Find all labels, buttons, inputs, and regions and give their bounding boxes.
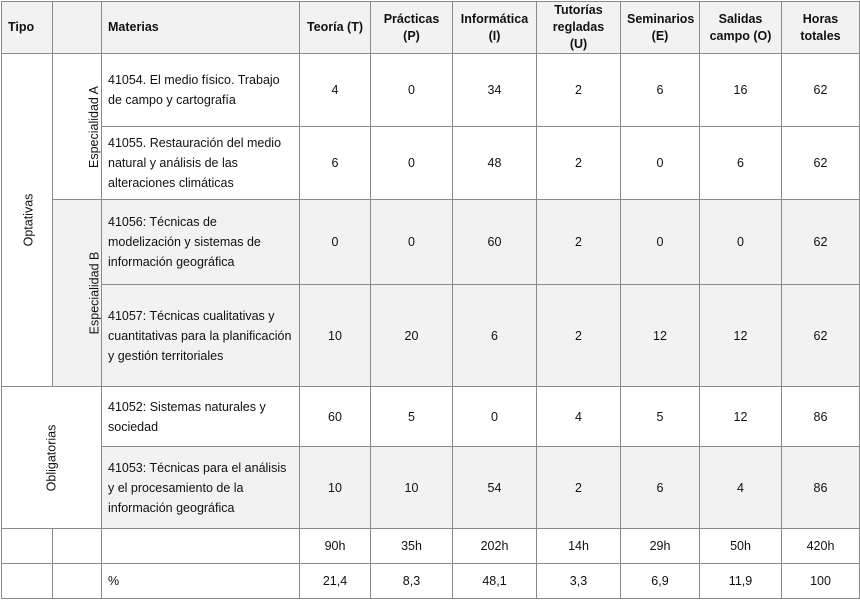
table-row bbox=[2, 127, 860, 200]
total-informatica: 202h bbox=[453, 529, 537, 564]
cell-teoria: 10 bbox=[300, 285, 371, 387]
cell-materia: 41054. El medio físico. Trabajo de campo y cartografía bbox=[102, 54, 300, 127]
cell-practicas: 5 bbox=[371, 387, 453, 447]
cell-materia: 41055. Restauración del medio natural y análisis de las alteraciones climáticas bbox=[102, 127, 300, 200]
cell-teoria: 4 bbox=[300, 54, 371, 127]
cell-salidas: 12 bbox=[700, 387, 782, 447]
header-blank bbox=[53, 2, 102, 54]
cell-practicas: 0 bbox=[371, 200, 453, 285]
percent-salidas: 11,9 bbox=[700, 564, 782, 599]
cell-seminarios: 0 bbox=[621, 200, 700, 285]
cell-horas: 62 bbox=[782, 127, 860, 200]
cell-tutorias: 2 bbox=[537, 127, 621, 200]
cell-salidas: 12 bbox=[700, 285, 782, 387]
cell-materia: 41056: Técnicas de modelización y sistemas de información geográfica bbox=[102, 200, 300, 285]
header-tutorias: Tutorías regladas (U) bbox=[537, 2, 621, 54]
cell-seminarios: 5 bbox=[621, 387, 700, 447]
table-row bbox=[2, 387, 860, 447]
total-seminarios: 29h bbox=[621, 529, 700, 564]
total-practicas: 35h bbox=[371, 529, 453, 564]
header-row bbox=[2, 2, 860, 54]
percent-practicas: 8,3 bbox=[371, 564, 453, 599]
group-especialidad-b: Especialidad B bbox=[53, 200, 102, 387]
total-horas: 420h bbox=[782, 529, 860, 564]
cell-tutorias: 2 bbox=[537, 447, 621, 529]
cell-horas: 86 bbox=[782, 447, 860, 529]
totals-blank-1 bbox=[2, 529, 53, 564]
header-informatica: Informática (I) bbox=[453, 2, 537, 54]
cell-informatica: 6 bbox=[453, 285, 537, 387]
cell-horas: 62 bbox=[782, 54, 860, 127]
cell-seminarios: 0 bbox=[621, 127, 700, 200]
cell-salidas: 6 bbox=[700, 127, 782, 200]
total-salidas: 50h bbox=[700, 529, 782, 564]
cell-informatica: 34 bbox=[453, 54, 537, 127]
percent-informatica: 48,1 bbox=[453, 564, 537, 599]
cell-teoria: 0 bbox=[300, 200, 371, 285]
cell-horas: 62 bbox=[782, 200, 860, 285]
cell-salidas: 4 bbox=[700, 447, 782, 529]
table-row bbox=[2, 200, 860, 285]
cell-materia: 41053: Técnicas para el análisis y el procesamiento de la información geográfica bbox=[102, 447, 300, 529]
cell-seminarios: 12 bbox=[621, 285, 700, 387]
cell-practicas: 0 bbox=[371, 54, 453, 127]
cell-tutorias: 2 bbox=[537, 54, 621, 127]
cell-teoria: 10 bbox=[300, 447, 371, 529]
cell-informatica: 60 bbox=[453, 200, 537, 285]
cell-teoria: 6 bbox=[300, 127, 371, 200]
cell-practicas: 10 bbox=[371, 447, 453, 529]
cell-informatica: 54 bbox=[453, 447, 537, 529]
percent-tutorias: 3,3 bbox=[537, 564, 621, 599]
totals-row bbox=[2, 529, 860, 564]
header-materias: Materias bbox=[102, 2, 300, 54]
cell-practicas: 0 bbox=[371, 127, 453, 200]
hours-table bbox=[1, 1, 860, 599]
cell-informatica: 48 bbox=[453, 127, 537, 200]
group-especialidad-a: Especialidad A bbox=[53, 54, 102, 200]
percent-horas: 100 bbox=[782, 564, 860, 599]
table-row bbox=[2, 54, 860, 127]
cell-seminarios: 6 bbox=[621, 447, 700, 529]
percent-row bbox=[2, 564, 860, 599]
percent-blank-1 bbox=[2, 564, 53, 599]
header-teoria: Teoría (T) bbox=[300, 2, 371, 54]
percent-label: % bbox=[102, 564, 300, 599]
total-tutorias: 14h bbox=[537, 529, 621, 564]
cell-tutorias: 2 bbox=[537, 200, 621, 285]
header-seminarios: Seminarios (E) bbox=[621, 2, 700, 54]
cell-salidas: 0 bbox=[700, 200, 782, 285]
cell-informatica: 0 bbox=[453, 387, 537, 447]
percent-teoria: 21,4 bbox=[300, 564, 371, 599]
cell-seminarios: 6 bbox=[621, 54, 700, 127]
cell-teoria: 60 bbox=[300, 387, 371, 447]
cell-salidas: 16 bbox=[700, 54, 782, 127]
cell-materia: 41057: Técnicas cualitativas y cuantitativas para la planificación y gestión territoriales bbox=[102, 285, 300, 387]
cell-tutorias: 2 bbox=[537, 285, 621, 387]
totals-blank-2 bbox=[53, 529, 102, 564]
table-row bbox=[2, 285, 860, 387]
header-practicas: Prácticas (P) bbox=[371, 2, 453, 54]
percent-blank-2 bbox=[53, 564, 102, 599]
totals-label bbox=[102, 529, 300, 564]
cell-horas: 86 bbox=[782, 387, 860, 447]
header-tipo: Tipo bbox=[2, 2, 53, 54]
cell-horas: 62 bbox=[782, 285, 860, 387]
total-teoria: 90h bbox=[300, 529, 371, 564]
group-obligatorias: Obligatorias bbox=[2, 387, 102, 529]
cell-practicas: 20 bbox=[371, 285, 453, 387]
table-row bbox=[2, 447, 860, 529]
group-optativas: Optativas bbox=[2, 54, 53, 387]
header-salidas: Salidas campo (O) bbox=[700, 2, 782, 54]
cell-tutorias: 4 bbox=[537, 387, 621, 447]
percent-seminarios: 6,9 bbox=[621, 564, 700, 599]
header-horas: Horas totales bbox=[782, 2, 860, 54]
cell-materia: 41052: Sistemas naturales y sociedad bbox=[102, 387, 300, 447]
